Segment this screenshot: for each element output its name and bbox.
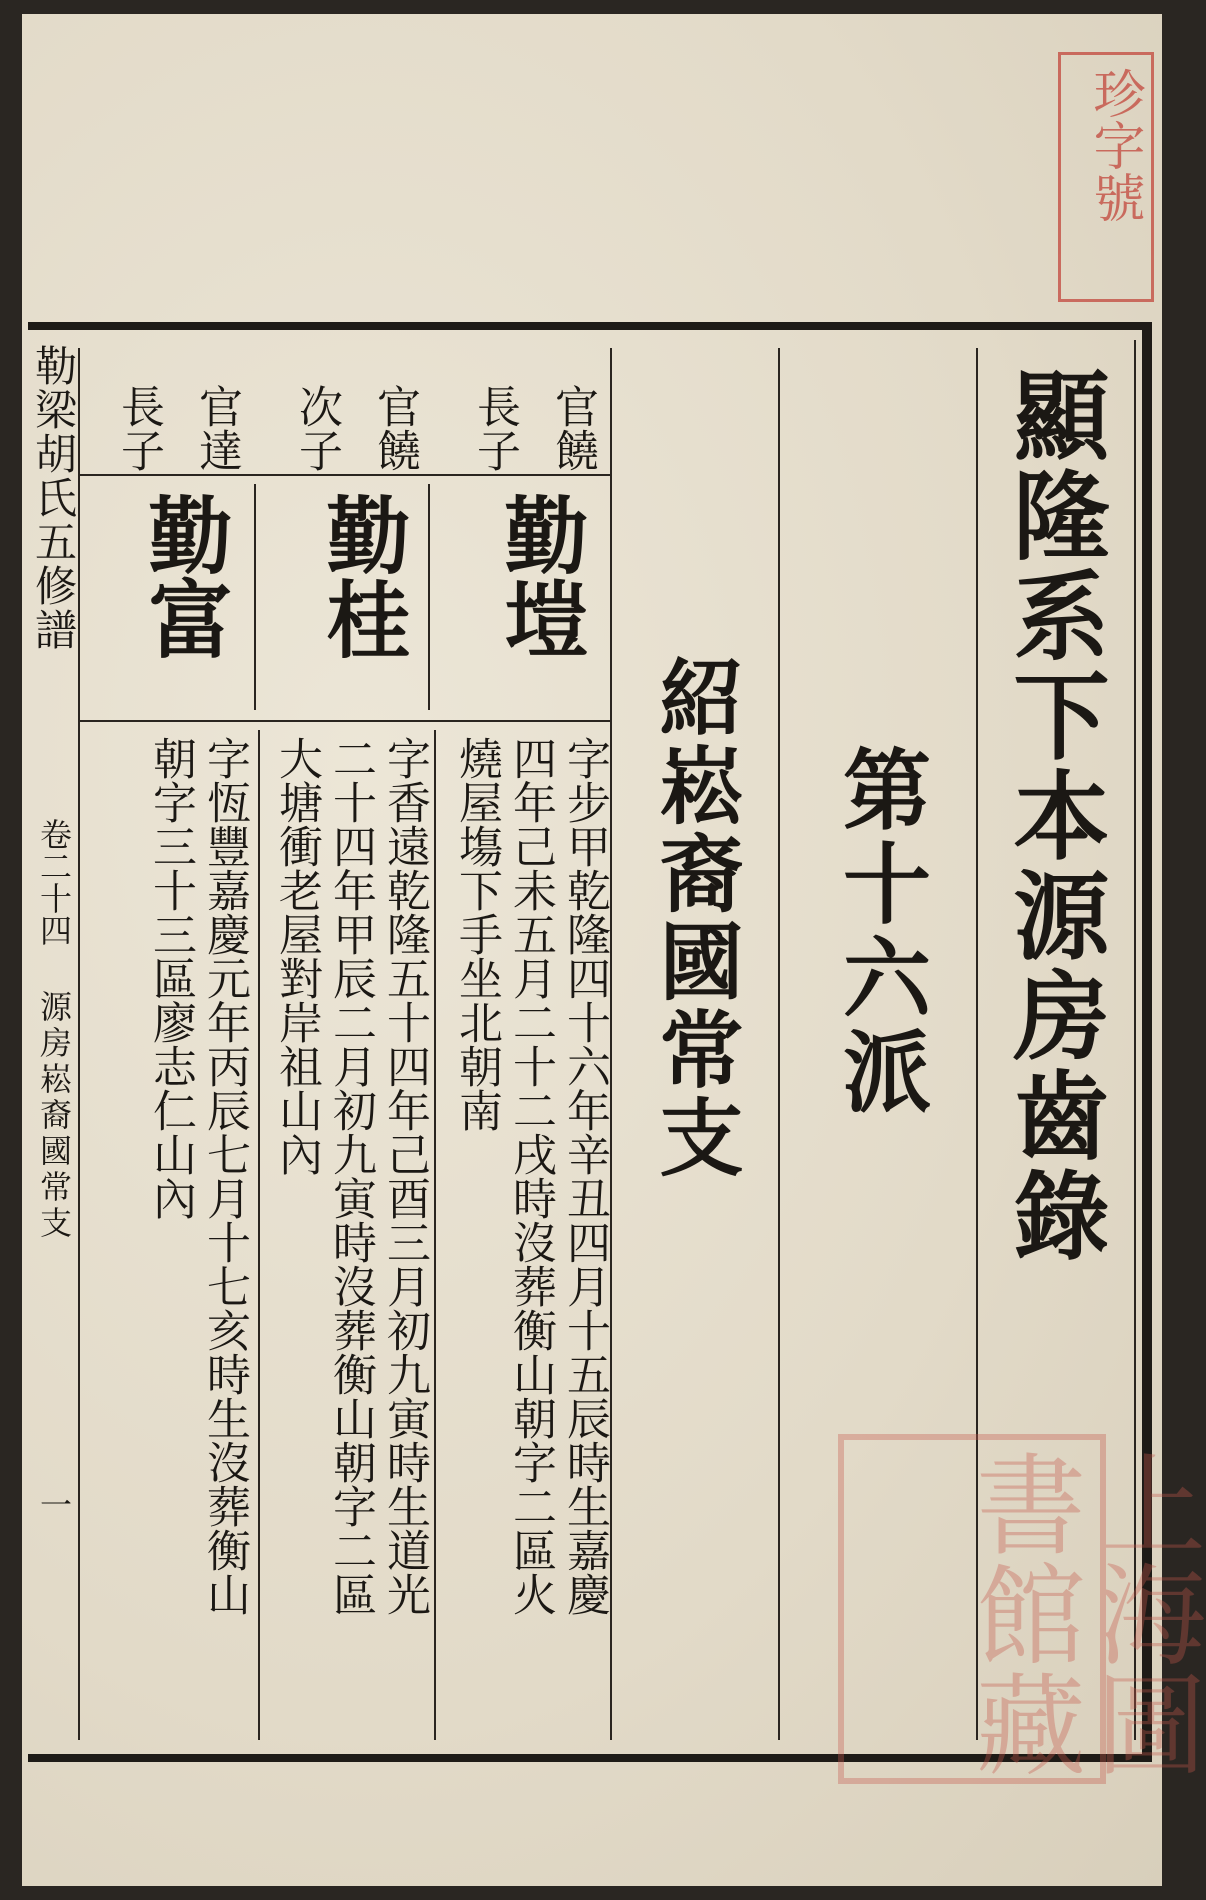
son-order: 次子: [291, 384, 342, 472]
margin-page-number: 一: [35, 1488, 73, 1520]
divider: [258, 730, 260, 1740]
generation-heading: 第十六派: [829, 744, 933, 1120]
bio-line: 四年己未五月二十二戌時沒葬衡山朝字二區火: [505, 736, 556, 1616]
divider: [434, 730, 436, 1740]
son-order: 長子: [469, 384, 520, 472]
seal-text: 珍字號: [1084, 67, 1144, 223]
father-name: 官饒: [547, 384, 598, 472]
person-name: 勤桂: [313, 492, 412, 660]
bio-line: 字恆豐嘉慶元年丙辰七月十七亥時生沒葬衡山: [199, 736, 250, 1616]
margin-section: 源房崧裔國常支: [35, 990, 73, 1242]
divider: [254, 484, 256, 710]
son-order: 長子: [113, 384, 164, 472]
collection-seal: [1058, 52, 1154, 302]
father-name: 官饒: [369, 384, 420, 472]
bio-line: 字步甲乾隆四十六年辛丑四月十五辰時生嘉慶: [559, 736, 610, 1616]
divider: [610, 348, 612, 1740]
branch-heading: 紹崧裔國常支: [646, 654, 745, 1182]
genealogy-page: [22, 14, 1206, 1886]
divider: [428, 484, 430, 710]
bio-line: 朝字三十三區廖志仁山內: [145, 736, 196, 1220]
bio-line: 字香遠乾隆五十四年己酉三月初九寅時生道光: [379, 736, 430, 1616]
divider: [78, 720, 612, 722]
margin-book-title: 勒梁胡氏五修譜: [29, 344, 78, 652]
library-seal: [838, 1434, 1206, 1784]
page-title: 顯隆系下本源房齒錄: [998, 366, 1111, 1266]
father-name: 官達: [191, 384, 242, 472]
person-name: 勤塏: [491, 492, 590, 660]
person-name: 勤富: [135, 492, 234, 660]
bio-line: 大塘衝老屋對岸祖山內: [271, 736, 322, 1176]
divider: [778, 348, 780, 1740]
bio-line: 燒屋塲下手坐北朝南: [451, 736, 502, 1132]
margin-volume: 卷二十四: [35, 818, 73, 946]
divider: [78, 348, 80, 1740]
bio-line: 二十四年甲辰二月初九寅時沒葬衡山朝字二區: [325, 736, 376, 1616]
divider: [78, 474, 612, 476]
seal-text: 上海圖書館藏: [958, 1448, 1206, 1778]
